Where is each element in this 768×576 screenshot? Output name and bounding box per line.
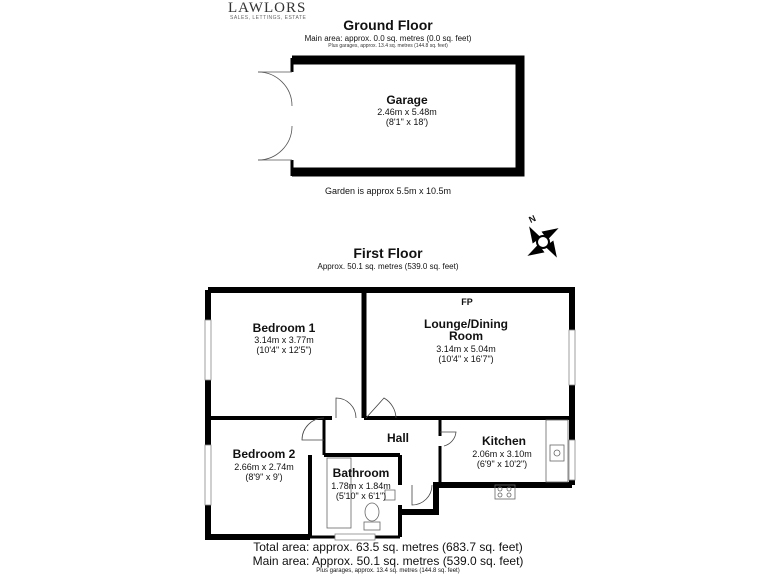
lounge-name-line1: Lounge/Dining <box>424 317 508 331</box>
bedroom2-metric: 2.66m x 2.74m <box>234 462 294 472</box>
bedroom1-name: Bedroom 1 <box>252 321 316 335</box>
first-floor-title: First Floor <box>353 245 423 261</box>
garage-doors <box>258 72 292 160</box>
ground-floor-title: Ground Floor <box>343 17 433 33</box>
garage-imperial: (8'1" x 18') <box>385 117 429 127</box>
garage-metric: 2.46m x 5.48m <box>377 107 437 117</box>
kitchen-name: Kitchen <box>481 434 527 448</box>
compass-icon <box>525 224 561 260</box>
bathroom-name: Bathroom <box>332 466 390 480</box>
lounge-imperial: (10'4" x 16'7") <box>438 354 494 364</box>
kitchen-metric: 2.06m x 3.10m <box>472 449 532 459</box>
brand-logo: LAWLORS <box>228 0 307 16</box>
ground-floor-garage-note: Plus garages, approx. 13.4 sq. metres (144.8 sq. feet) <box>328 43 448 49</box>
compass-north-label: N <box>527 213 538 225</box>
total-area: Total area: approx. 63.5 sq. metres (683.7 sq. feet) <box>253 540 523 554</box>
ground-floor-main-area: Main area: approx. 0.0 sq. metres (0.0 sq. feet) <box>304 34 472 43</box>
bedroom2-name: Bedroom 2 <box>232 447 296 461</box>
bedroom1-imperial: (10'4" x 12'5") <box>256 345 312 355</box>
first-floor-area: Approx. 50.1 sq. metres (539.0 sq. feet) <box>317 262 459 271</box>
bedroom2-imperial: (8'9" x 9') <box>245 472 283 482</box>
garage-name: Garage <box>386 93 428 107</box>
lounge-name-line2: Room <box>449 329 483 343</box>
brand-tagline: SALES, LETTINGS, ESTATE <box>230 15 307 21</box>
fireplace-label: FP <box>461 297 473 307</box>
total-garage-note: Plus garages, approx. 13.4 sq. metres (144.8 sq. feet) <box>316 568 460 574</box>
total-main-area: Main area: Approx. 50.1 sq. metres (539.0 sq. feet) <box>252 554 524 568</box>
garden-note: Garden is approx 5.5m x 10.5m <box>324 186 452 196</box>
kitchen-imperial: (6'9" x 10'2") <box>476 459 528 469</box>
lounge-metric: 3.14m x 5.04m <box>436 344 496 354</box>
bathroom-metric: 1.78m x 1.84m <box>331 481 391 491</box>
bedroom1-metric: 3.14m x 3.77m <box>254 335 314 345</box>
bathroom-imperial: (5'10" x 6'1") <box>335 491 387 501</box>
hall-name: Hall <box>386 431 410 445</box>
